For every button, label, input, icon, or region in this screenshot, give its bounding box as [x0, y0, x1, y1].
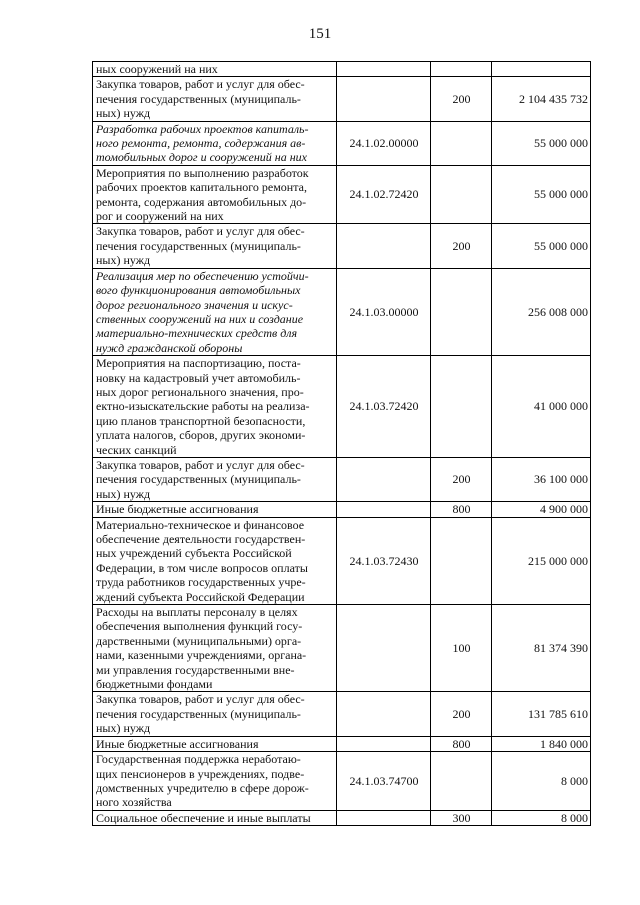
row-amount-cell: 36 100 000 — [492, 457, 591, 501]
row-expense-type-cell: 100 — [431, 605, 492, 692]
row-amount-cell: 256 008 000 — [492, 268, 591, 355]
row-name-cell: Государственная поддержка неработаю- щих пенсионеров в учреждениях, подве- домственных учредителю в сфере дорож- ного хозяйства — [93, 752, 337, 811]
row-code-cell — [337, 810, 431, 825]
row-name-cell: Мероприятия по выполнению разработок рабочих проектов капитального ремонта, ремонта, содержания автомобильных до- рог и сооружений на них — [93, 165, 337, 224]
row-amount-cell: 55 000 000 — [492, 165, 591, 224]
table-row — [93, 605, 591, 692]
row-expense-type-cell — [431, 165, 492, 224]
row-name-cell: ных сооружений на них — [93, 62, 337, 77]
row-name-cell: Расходы на выплаты персоналу в целях обеспечения выполнения функций госу- дарственными (муниципальными) орга- нами, казенными учреждениями, органа- ми управления государственными вне- бюджетными фондами — [93, 605, 337, 692]
row-name-cell: Социальное обеспечение и иные выплаты — [93, 810, 337, 825]
table-row — [93, 62, 591, 77]
row-name-cell: Иные бюджетные ассигнования — [93, 502, 337, 517]
row-expense-type-cell: 200 — [431, 77, 492, 121]
row-expense-type-cell: 300 — [431, 810, 492, 825]
row-expense-type-cell — [431, 517, 492, 604]
row-expense-type-cell — [431, 752, 492, 811]
table-row — [93, 121, 591, 165]
table-row — [93, 736, 591, 751]
table-row — [93, 77, 591, 121]
row-code-cell — [337, 77, 431, 121]
row-name-cell: Закупка товаров, работ и услуг для обес- печения государственных (муниципаль- ных) нужд — [93, 692, 337, 736]
row-name-cell: Разработка рабочих проектов капиталь- ного ремонта, ремонта, содержания ав- томобильных дорог и сооружений на них — [93, 121, 337, 165]
row-name-cell: Мероприятия на паспортизацию, поста- новку на кадастровый учет автомобиль- ных дорог регионального значения, про- ектно-изыскательские работы на реализа- цию планов транспортной безопасности, уплата налогов, сборов, других экономи- ческих санкций — [93, 356, 337, 458]
row-amount-cell: 215 000 000 — [492, 517, 591, 604]
row-amount-cell: 2 104 435 732 — [492, 77, 591, 121]
row-code-cell: 24.1.03.72430 — [337, 517, 431, 604]
table-row — [93, 268, 591, 355]
table-row — [93, 692, 591, 736]
row-name-cell: Закупка товаров, работ и услуг для обес- печения государственных (муниципаль- ных) нужд — [93, 457, 337, 501]
row-expense-type-cell: 800 — [431, 736, 492, 751]
row-amount-cell: 8 000 — [492, 810, 591, 825]
row-code-cell: 24.1.02.72420 — [337, 165, 431, 224]
table-body — [93, 62, 591, 826]
row-expense-type-cell — [431, 121, 492, 165]
row-name-cell: Реализация мер по обеспечению устойчи- вого функционирования автомобильных дорог регионального значения и искус- ственных сооружений на них и создание материально-технических средств для нужд гражданской обороны — [93, 268, 337, 355]
row-code-cell — [337, 736, 431, 751]
table-row — [93, 165, 591, 224]
row-expense-type-cell: 200 — [431, 457, 492, 501]
row-code-cell — [337, 605, 431, 692]
row-code-cell: 24.1.02.00000 — [337, 121, 431, 165]
row-expense-type-cell: 200 — [431, 224, 492, 268]
table-row — [93, 517, 591, 604]
table-row — [93, 457, 591, 501]
table-row — [93, 224, 591, 268]
row-amount-cell: 1 840 000 — [492, 736, 591, 751]
table-row — [93, 810, 591, 825]
row-expense-type-cell — [431, 356, 492, 458]
row-expense-type-cell — [431, 62, 492, 77]
row-code-cell — [337, 224, 431, 268]
row-amount-cell: 81 374 390 — [492, 605, 591, 692]
row-name-cell: Иные бюджетные ассигнования — [93, 736, 337, 751]
row-code-cell — [337, 62, 431, 77]
row-amount-cell: 4 900 000 — [492, 502, 591, 517]
row-name-cell: Материально-техническое и финансовое обеспечение деятельности государствен- ных учреждений субъекта Российской Федерации, в том числе вопросов оплаты труда работников государственных учре- ждений субъекта Российской Федерации — [93, 517, 337, 604]
row-code-cell — [337, 457, 431, 501]
table-row — [93, 502, 591, 517]
row-amount-cell — [492, 62, 591, 77]
row-name-cell: Закупка товаров, работ и услуг для обес- печения государственных (муниципаль- ных) нужд — [93, 77, 337, 121]
row-code-cell: 24.1.03.72420 — [337, 356, 431, 458]
row-expense-type-cell — [431, 268, 492, 355]
budget-table — [92, 61, 591, 826]
row-name-cell: Закупка товаров, работ и услуг для обес- печения государственных (муниципаль- ных) нужд — [93, 224, 337, 268]
table-row — [93, 356, 591, 458]
row-expense-type-cell: 200 — [431, 692, 492, 736]
row-amount-cell: 55 000 000 — [492, 224, 591, 268]
row-expense-type-cell: 800 — [431, 502, 492, 517]
row-code-cell — [337, 692, 431, 736]
row-code-cell — [337, 502, 431, 517]
row-code-cell: 24.1.03.00000 — [337, 268, 431, 355]
row-amount-cell: 41 000 000 — [492, 356, 591, 458]
row-amount-cell: 131 785 610 — [492, 692, 591, 736]
row-amount-cell: 8 000 — [492, 752, 591, 811]
page-number: 151 — [308, 26, 332, 42]
row-amount-cell: 55 000 000 — [492, 121, 591, 165]
table-row — [93, 752, 591, 811]
row-code-cell: 24.1.03.74700 — [337, 752, 431, 811]
